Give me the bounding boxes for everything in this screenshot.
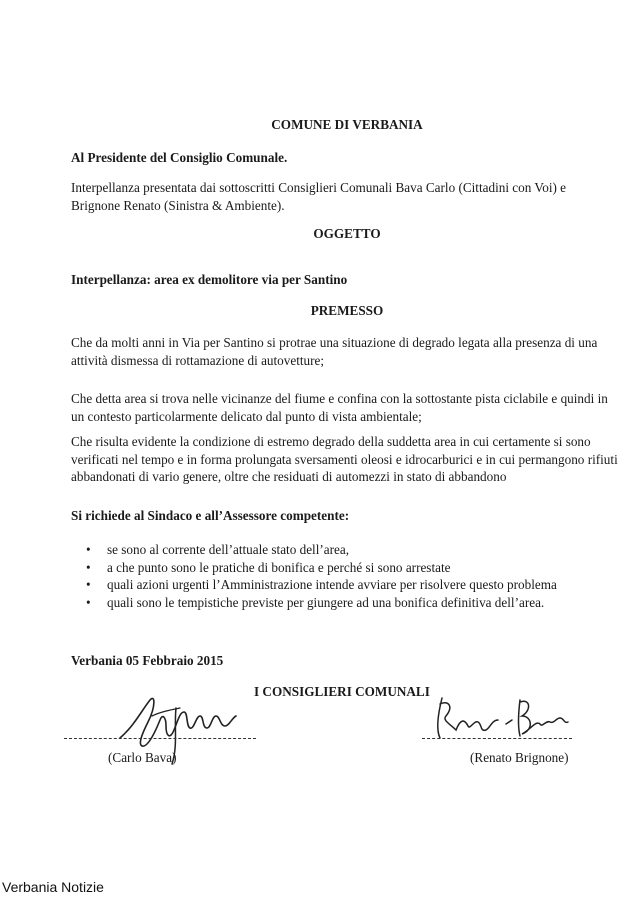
source-watermark: Verbania Notizie [2, 879, 104, 895]
subject-line: Interpellanza: area ex demolitore via per Santino [71, 272, 348, 287]
signature-line [64, 738, 256, 739]
premise-heading: PREMESSO [310, 303, 384, 318]
list-item [71, 559, 611, 577]
signature-line [422, 738, 572, 739]
premise-paragraph: Che risulta evidente la condizione di estremo degrado della suddetta area in cui certamente si sono verificati nel tempo e in forma prolungata sversamenti oleosi e idrocarburici e in cui permangono rifiuti abbandonati di vario genere, oltre che residuati di automezzi in stato di abbandono [71, 434, 618, 484]
intro-paragraph: Interpellanza presentata dai sottoscritti Consiglieri Comunali Bava Carlo (Cittadini con Voi) e Brignone Renato (Sinistra & Ambiente). [71, 180, 567, 213]
date-line: Verbania 05 Febbraio 2015 [71, 653, 224, 668]
bullet-icon: • [86, 559, 91, 575]
signature-renato-brignone-icon [420, 690, 570, 750]
addressee: Al Presidente del Consiglio Comunale. [71, 150, 288, 165]
subject-heading: OGGETTO [313, 226, 381, 241]
bullet-icon: • [86, 577, 91, 592]
premise-paragraph: Che detta area si trova nelle vicinanze del fiume e confina con la sottostante pista ciclabile e quindi in un contesto particolarmente delicato dal punto di vista ambientale; [71, 391, 608, 424]
signatory-name: (Renato Brignone) [470, 750, 569, 765]
premise-paragraph: Che da molti anni in Via per Santino si protrae una situazione di degrado legata alla presenza di una attività dismessa di rottamazione di autovetture; [71, 335, 598, 368]
request-text: se sono al corrente dell’attuale stato dell’area, [107, 542, 350, 557]
list-item [71, 541, 611, 559]
request-text: quali sono le tempistiche previste per giungere ad una bonifica definitiva dell’area. [107, 594, 545, 610]
bullet-icon: • [86, 594, 91, 610]
bullet-icon: • [86, 542, 91, 557]
signatories-heading: I CONSIGLIERI COMUNALI [254, 684, 430, 699]
request-list [71, 541, 611, 611]
list-item [71, 594, 611, 612]
document-header: COMUNE DI VERBANIA [271, 117, 423, 132]
request-heading: Si richiede al Sindaco e all’Assessore competente: [71, 508, 350, 523]
request-text: a che punto sono le pratiche di bonifica e perché si sono arrestate [107, 559, 451, 575]
request-text: quali azioni urgenti l’Amministrazione intende avviare per risolvere questo problema [107, 577, 557, 592]
list-item [71, 576, 611, 594]
signatory-name: (Carlo Bava) [108, 750, 177, 765]
